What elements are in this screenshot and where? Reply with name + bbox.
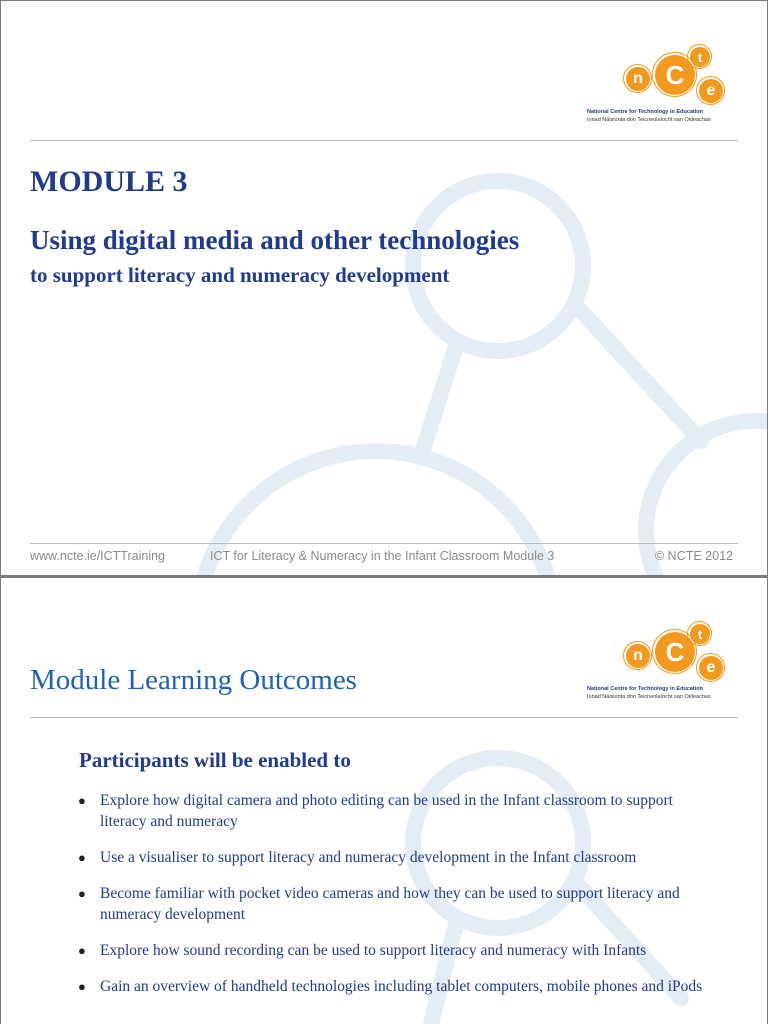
logo-name-irish: Ionad Náisiúnta don Teicneolaíocht san Oideachas bbox=[587, 117, 711, 123]
list-item-text: Gain an overview of handheld technologies including tablet computers, mobile phones and iPods bbox=[100, 978, 703, 995]
logo-letter: e bbox=[699, 656, 723, 680]
bullet-icon: ● bbox=[78, 793, 86, 808]
ncte-logo bbox=[561, 45, 731, 135]
module-subtitle-2: to support literacy and numeracy development bbox=[30, 263, 450, 287]
outcomes-title: Module Learning Outcomes bbox=[30, 664, 357, 696]
logo-name-english: National Centre for Technology in Education bbox=[587, 686, 704, 692]
logo-letter: n bbox=[626, 644, 650, 668]
logo-letter: t bbox=[690, 47, 710, 67]
ncte-logo bbox=[561, 622, 731, 712]
list-item bbox=[77, 940, 717, 961]
logo-letter: t bbox=[690, 624, 710, 644]
header-divider bbox=[30, 717, 738, 718]
module-title: MODULE 3 bbox=[30, 165, 188, 198]
bullet-icon: ● bbox=[78, 943, 86, 958]
list-item bbox=[77, 883, 717, 925]
slide-1 bbox=[1, 1, 767, 575]
footer-divider bbox=[30, 543, 738, 544]
list-item-text: Explore how sound recording can be used to support literacy and numeracy with Infants bbox=[100, 942, 647, 959]
module-subtitle: Using digital media and other technologies bbox=[30, 225, 520, 255]
logo-name-irish: Ionad Náisiúnta don Teicneolaíocht san Oideachas bbox=[587, 694, 711, 700]
logo-letter: n bbox=[626, 67, 650, 91]
footer-url: www.ncte.ie/ICTTraining bbox=[30, 549, 165, 563]
list-item-text: Use a visualiser to support literacy and numeracy development in the Infant classroom bbox=[100, 849, 637, 866]
logo-name-english: National Centre for Technology in Education bbox=[587, 109, 704, 115]
bullet-icon: ● bbox=[78, 979, 86, 994]
list-item-text: Become familiar with pocket video cameras and how they can be used to support literacy and numeracy development bbox=[100, 885, 680, 923]
list-item bbox=[77, 976, 717, 997]
footer-course-title: ICT for Literacy & Numeracy in the Infant Classroom Module 3 bbox=[210, 549, 555, 563]
list-item bbox=[77, 847, 717, 868]
bullet-icon: ● bbox=[78, 886, 86, 901]
header-divider bbox=[30, 140, 738, 141]
outcomes-heading: Participants will be enabled to bbox=[79, 748, 351, 772]
logo-letter: C bbox=[655, 632, 695, 672]
logo-letter: C bbox=[655, 55, 695, 95]
list-item-text: Explore how digital camera and photo editing can be used in the Infant classroom to support literacy and numeracy bbox=[100, 792, 673, 830]
outcomes-list bbox=[77, 790, 717, 997]
bullet-icon: ● bbox=[78, 850, 86, 865]
list-item bbox=[77, 790, 717, 832]
footer-copyright: © NCTE 2012 bbox=[655, 549, 733, 563]
logo-letter: e bbox=[699, 79, 723, 103]
slide-2 bbox=[1, 578, 767, 1024]
